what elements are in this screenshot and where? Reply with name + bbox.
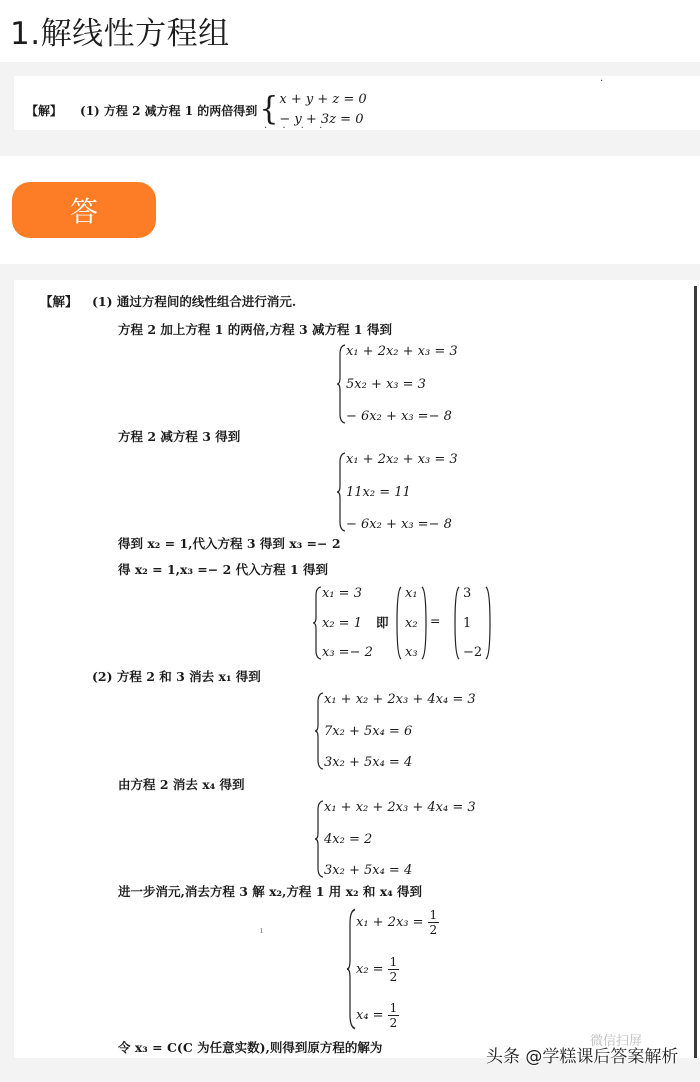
solution-tag: 【解】: [26, 103, 63, 118]
preview-equation: − y + 3z = 0: [279, 112, 364, 127]
step-text: 令 x₃ = C(C 为任意实数),则得到原方程的解为: [118, 1040, 383, 1055]
page-heading: 1.解线性方程组: [10, 16, 230, 52]
vector-entry: 1: [463, 615, 472, 631]
stray-dot: ·: [600, 76, 604, 87]
equation: 4x₂ = 2: [324, 831, 373, 847]
stray-mark: ı: [260, 926, 263, 936]
left-brace-icon: [346, 908, 356, 1030]
equation-system-5: [314, 800, 476, 878]
equation: 11x₂ = 11: [346, 484, 411, 500]
left-brace-icon: [312, 586, 322, 660]
left-brace-icon: {: [259, 91, 279, 128]
part1-intro: (1) 通过方程间的线性组合进行消元.: [92, 294, 297, 309]
equation: 3x₂ + 5x₄ = 4: [324, 755, 413, 770]
cut-off-fragment: · · · ·: [264, 123, 329, 130]
step-text: 得 x₂ = 1,x₃ =− 2 代入方程 1 得到: [118, 562, 329, 577]
equation: 5x₂ + x₃ = 3: [346, 376, 426, 392]
equation-system-6: [346, 908, 439, 1030]
step-text: 得到 x₂ = 1,代入方程 3 得到 x₃ =− 2: [118, 536, 341, 551]
equation: x₁ + x₂ + 2x₃ + 4x₄ = 3: [324, 692, 476, 707]
equation-system-1: [336, 344, 458, 424]
solution-system: [312, 586, 373, 660]
equation: x₁ = 3: [322, 586, 362, 601]
step-text: 方程 2 加上方程 1 的两倍,方程 3 减方程 1 得到: [118, 322, 392, 337]
equation: x₁ + 2x₂ + x₃ = 3: [346, 452, 458, 467]
vector-entry: x₃: [405, 645, 418, 660]
left-brace-icon: [314, 800, 324, 878]
preview-text: (1) 方程 2 减方程 1 的两倍得到: [80, 103, 258, 118]
left-brace-icon: [336, 452, 346, 532]
equation: 3x₂ + 5x₄ = 4: [324, 863, 413, 878]
equation: − 6x₂ + x₃ =− 8: [346, 409, 452, 424]
part2-intro: (2) 方程 2 和 3 消去 x₁ 得到: [92, 669, 261, 684]
preview-equation: x + y + z = 0: [279, 92, 367, 107]
right-paren-icon: [485, 586, 491, 660]
vector-values: [454, 586, 491, 660]
equation: x₁ + x₂ + 2x₃ + 4x₄ = 3: [324, 800, 476, 815]
equation: − 6x₂ + x₃ =− 8: [346, 517, 452, 532]
equation-system-2: [336, 452, 458, 532]
equation: x₃ =− 2: [322, 645, 373, 660]
faint-watermark: 微信扫屏: [590, 1034, 643, 1049]
preview-card: [14, 76, 700, 130]
left-brace-icon: [336, 344, 346, 424]
source-watermark: 头条 @学糕课后答案解析: [486, 1047, 679, 1067]
solution-tag: 【解】: [40, 294, 78, 309]
equation-system-4: [314, 692, 476, 770]
equation: x₂ = $\frac{1}{2}$: [356, 954, 398, 984]
vector-entry: x₁: [405, 586, 418, 601]
vector-entry: 3: [463, 586, 472, 601]
equation: x₁ + 2x₂ + x₃ = 3: [346, 344, 458, 359]
answer-button[interactable]: 答: [12, 182, 156, 238]
left-brace-icon: [314, 692, 324, 770]
page-edge-rule: [694, 286, 697, 1058]
step-text: 进一步消元,消去方程 3 解 x₂,方程 1 用 x₂ 和 x₄ 得到: [118, 884, 423, 899]
step-text: 由方程 2 消去 x₄ 得到: [118, 777, 245, 792]
ji-label: 即: [376, 615, 389, 630]
vector-x: [396, 586, 427, 660]
equation: x₁ + 2x₃ = $\frac{1}{2}$: [356, 908, 438, 937]
equals-sign: =: [430, 613, 441, 628]
vector-entry: x₂: [405, 615, 418, 631]
step-text: 方程 2 减方程 3 得到: [118, 429, 241, 444]
equation: 7x₂ + 5x₄ = 6: [324, 723, 413, 739]
answer-card: [14, 280, 700, 1058]
equation: x₂ = 1: [322, 615, 362, 631]
vector-entry: −2: [463, 645, 483, 660]
right-paren-icon: [421, 586, 427, 660]
equation: x₄ = $\frac{1}{2}$: [356, 1001, 398, 1030]
